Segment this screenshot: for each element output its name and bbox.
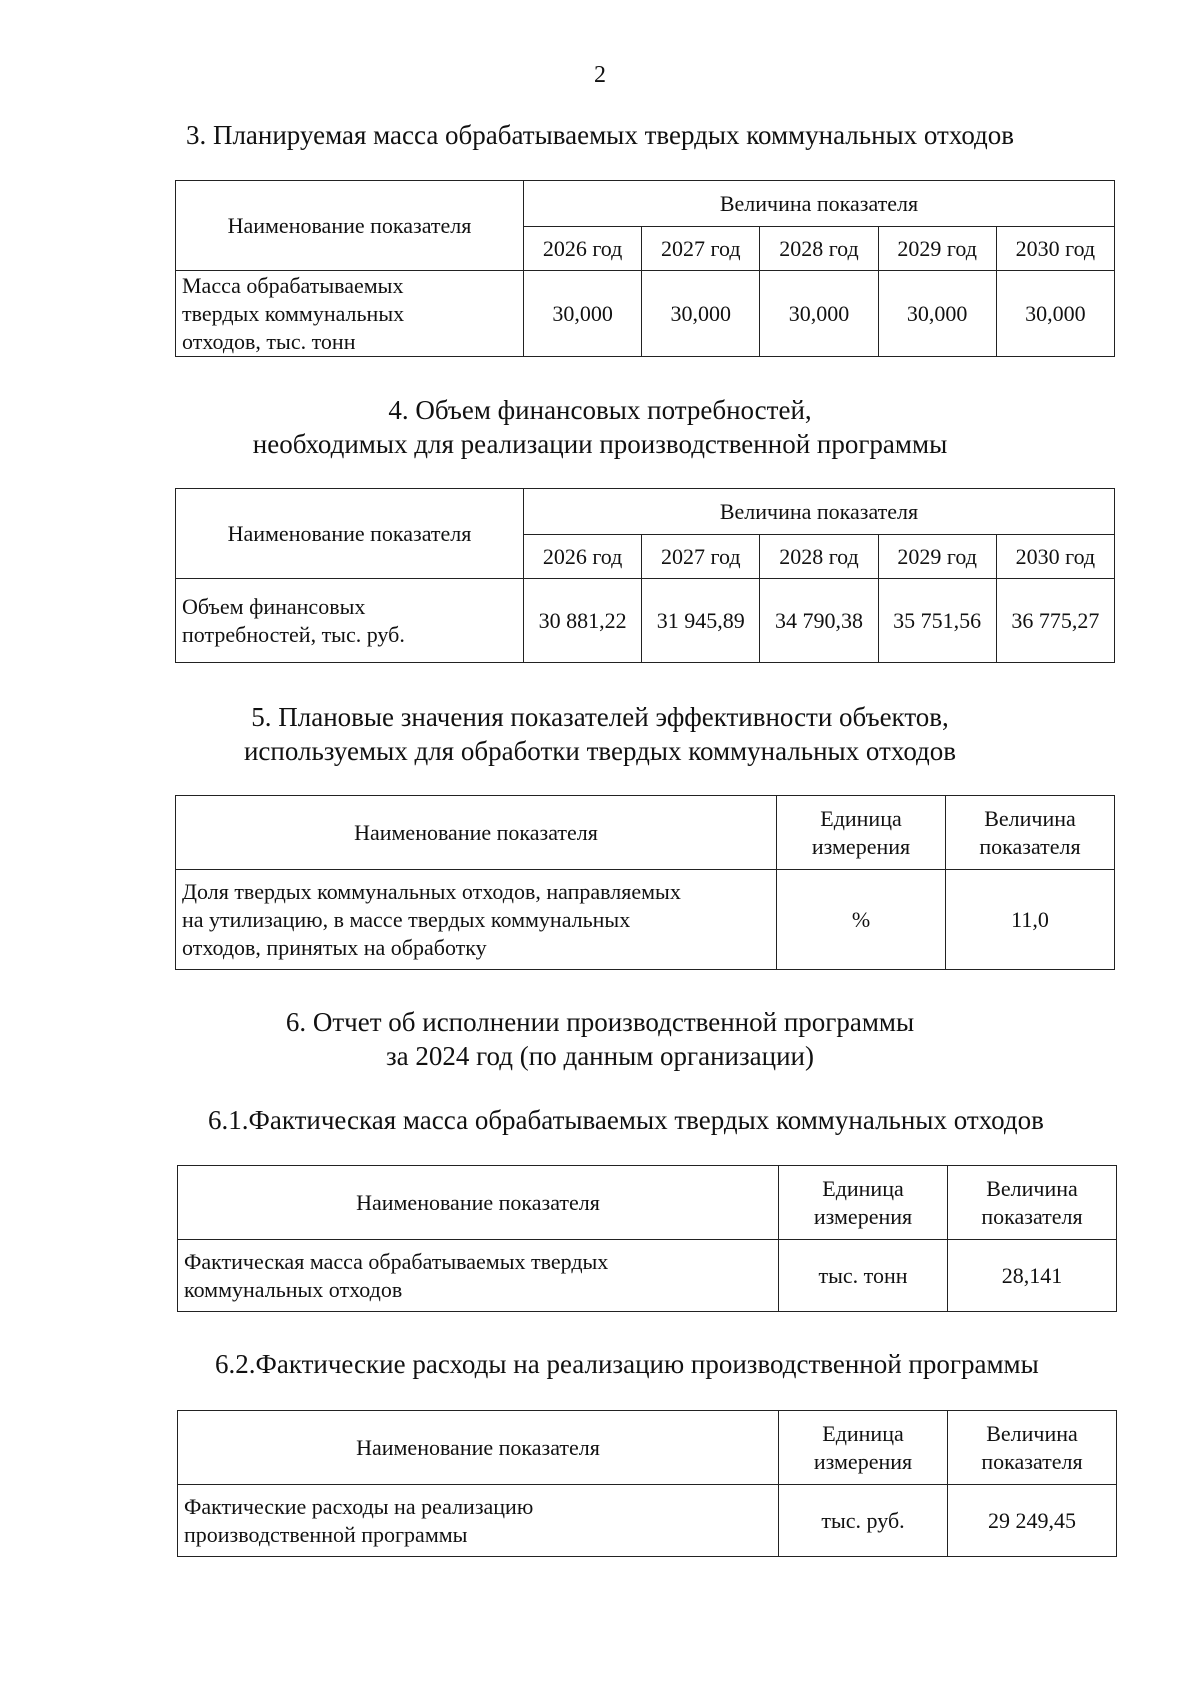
section-6-1-title: 6.1.Фактическая масса обрабатываемых твердых коммунальных отходов: [208, 1105, 1044, 1135]
header-indicator-name: Наименование показателя: [176, 181, 524, 271]
table-row: [176, 579, 1115, 663]
table-row: [176, 271, 1115, 357]
header-unit: Единица измерения: [777, 796, 946, 870]
year-header: 2026 год: [524, 227, 642, 271]
table-actual-mass: [177, 1165, 1117, 1312]
header-unit: Единица измерения: [779, 1166, 948, 1240]
unit-cell: тыс. тонн: [779, 1240, 948, 1312]
section-4-title: 4. Объем финансовых потребностей,: [388, 395, 812, 425]
year-header: 2027 год: [642, 535, 760, 579]
section-4-title-cont: необходимых для реализации производственной программы: [252, 429, 948, 459]
value-cell: 34 790,38: [760, 579, 878, 663]
row-label: Фактические расходы на реализацию производственной программы: [178, 1485, 779, 1557]
table-row: [178, 1240, 1117, 1312]
value-cell: 11,0: [946, 870, 1115, 970]
section-6-title-cont: за 2024 год (по данным организации): [386, 1041, 814, 1071]
year-header: 2028 год: [760, 535, 878, 579]
value-cell: 30,000: [996, 271, 1114, 357]
year-header: 2028 год: [760, 227, 878, 271]
header-unit: Единица измерения: [779, 1411, 948, 1485]
table-financial-needs: [175, 488, 1115, 663]
section-6-2-title: 6.2.Фактические расходы на реализацию производственной программы: [215, 1349, 1039, 1379]
value-cell: 31 945,89: [642, 579, 760, 663]
header-indicator-name: Наименование показателя: [176, 489, 524, 579]
year-header: 2026 год: [524, 535, 642, 579]
value-cell: 30,000: [642, 271, 760, 357]
header-value: Величина показателя: [948, 1166, 1117, 1240]
section-3-title: 3. Планируемая масса обрабатываемых твердых коммунальных отходов: [185, 120, 1015, 150]
year-header: 2029 год: [878, 227, 996, 271]
year-header: 2027 год: [642, 227, 760, 271]
page-number: 2: [594, 62, 606, 88]
value-cell: 29 249,45: [948, 1485, 1117, 1557]
header-value: Величина показателя: [948, 1411, 1117, 1485]
header-indicator-name: Наименование показателя: [178, 1411, 779, 1485]
value-cell: 35 751,56: [878, 579, 996, 663]
year-header: 2030 год: [996, 227, 1114, 271]
table-row: [176, 870, 1115, 970]
unit-cell: %: [777, 870, 946, 970]
value-cell: 30 881,22: [524, 579, 642, 663]
row-label: Доля твердых коммунальных отходов, направляемых на утилизацию, в массе твердых коммунальных отходов, принятых на обработку: [176, 870, 777, 970]
value-cell: 28,141: [948, 1240, 1117, 1312]
header-value: Величина показателя: [946, 796, 1115, 870]
unit-cell: тыс. руб.: [779, 1485, 948, 1557]
year-header: 2030 год: [996, 535, 1114, 579]
section-6-title: 6. Отчет об исполнении производственной программы: [285, 1007, 915, 1037]
row-label: Масса обрабатываемых твердых коммунальных отходов, тыс. тонн: [176, 271, 524, 357]
header-indicator-value: Величина показателя: [524, 181, 1115, 227]
row-label: Фактическая масса обрабатываемых твердых коммунальных отходов: [178, 1240, 779, 1312]
value-cell: 30,000: [878, 271, 996, 357]
header-indicator-name: Наименование показателя: [178, 1166, 779, 1240]
row-label: Объем финансовых потребностей, тыс. руб.: [176, 579, 524, 663]
header-indicator-name: Наименование показателя: [176, 796, 777, 870]
value-cell: 36 775,27: [996, 579, 1114, 663]
section-5-title: 5. Плановые значения показателей эффективности объектов,: [251, 702, 949, 732]
section-5-title-cont: используемых для обработки твердых коммунальных отходов: [243, 736, 957, 766]
table-row: [178, 1485, 1117, 1557]
value-cell: 30,000: [524, 271, 642, 357]
value-cell: 30,000: [760, 271, 878, 357]
table-efficiency: [175, 795, 1115, 970]
table-planned-mass: [175, 180, 1115, 357]
year-header: 2029 год: [878, 535, 996, 579]
header-indicator-value: Величина показателя: [524, 489, 1115, 535]
table-actual-costs: [177, 1410, 1117, 1557]
